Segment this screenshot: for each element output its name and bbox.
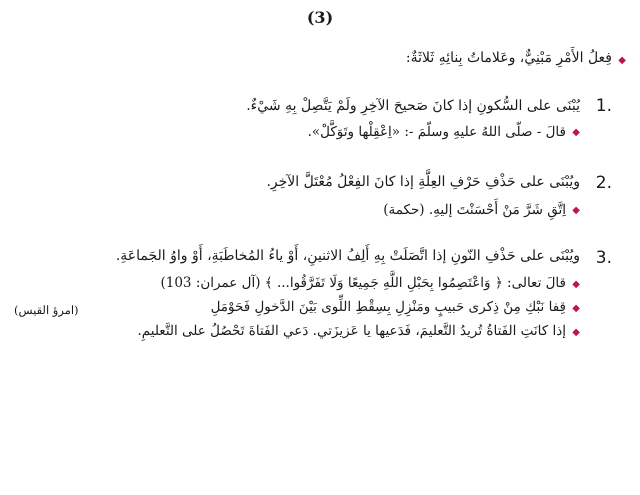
example-text: إذا كانَتِ الفَتاةُ تُريدُ التَّعليمَ، فَدَعيها يا عَزيزَتي. دَعي الفَتاةَ تَحْصُلُ على التَّعليمِ.: [137, 323, 566, 339]
bullet-icon: ◆: [618, 55, 626, 66]
quran-example: قالَ تعالى: ﴿ وَاعْتَصِمُوا بِحَبْلِ اللَّهِ جَمِيعًا وَلَا تَفَرَّقُوا... ﴾ (آل عمران: 103): [160, 275, 566, 291]
bullet-icon: ◆: [572, 127, 580, 138]
bullet-icon: ◆: [572, 303, 580, 314]
rule-text: يُبْنَى على السُّكونِ إذا كانَ صَحيحَ الآخِرِ ولَمْ يَتَّصِلْ بِهِ شَيْءٌ.: [246, 98, 580, 114]
bullet-icon: ◆: [572, 205, 580, 216]
rule-text: ويُبْنَى على حَذْفِ النّونِ إذا اتَّصَلَتْ بِهِ أَلِفُ الاثنينِ، أَوْ ياءُ المُخاطَبَةِ، أَوْ واوُ الجَماعَةِ.: [115, 248, 580, 264]
item-number: 3.: [595, 248, 612, 268]
section-heading: فِعلُ الأَمْرِ مَبْنِيٌّ، وعَلاماتُ بِنائِهِ ثَلاثَةٌ:: [405, 50, 612, 66]
rule-text: ويُبْنَى على حَذْفِ حَرْفِ العِلَّةِ إذا كانَ الفِعْلُ مُعْتَلَّ الآخِرِ.: [266, 174, 580, 190]
item-number: 2.: [595, 173, 612, 193]
item-number: 1.: [595, 96, 612, 116]
example-text: اِتَّقِ شَرَّ مَنْ أَحْسَنْتَ إليهِ. (حكمة): [383, 202, 566, 218]
bullet-icon: ◆: [572, 327, 580, 338]
page-number: (3): [306, 8, 334, 27]
poetry-example: قِفا نَبْكِ مِنْ ذِكرى حَبيبٍ ومَنْزِلِ بِسِقْطِ اللِّوى بَيْنَ الدَّخولِ فَحَوْمَلِ: [210, 299, 566, 315]
example-text: قالَ - صلّى اللهُ عليهِ وسلّمَ -: «اِعْقِلْها وتَوَكَّلْ».: [307, 124, 566, 140]
bullet-icon: ◆: [572, 279, 580, 290]
poet-attribution: (امرؤ القيس): [14, 303, 79, 317]
